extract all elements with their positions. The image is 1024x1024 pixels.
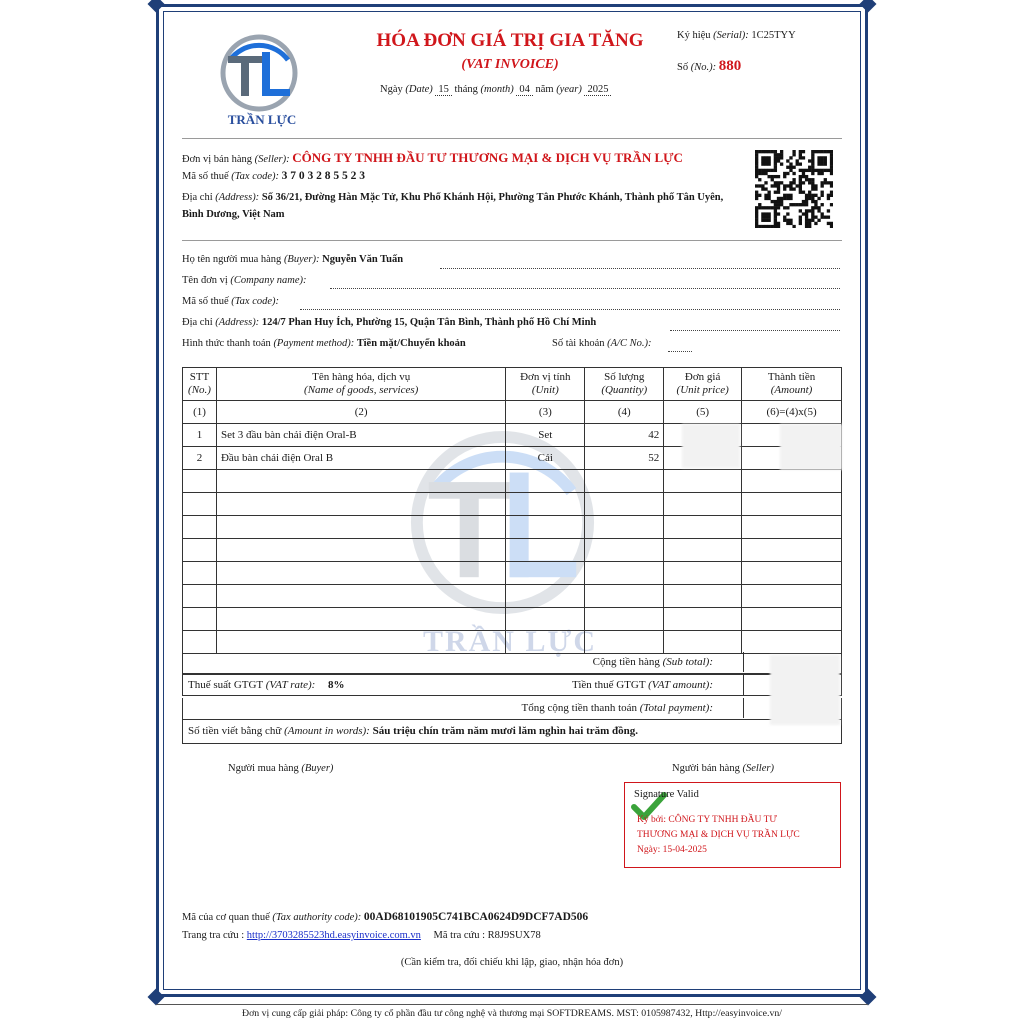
amount-in-words: Sáu triệu chín trăm năm mươi lăm nghìn hai trăm đồng. (372, 725, 639, 737)
seller-address-block (182, 189, 742, 223)
table-cell (506, 470, 585, 493)
table-row (183, 493, 842, 516)
footer-divider (156, 1004, 868, 1005)
seller-tax-code: 3 7 0 3 2 8 5 5 2 3 (281, 170, 366, 182)
number-line (677, 58, 741, 75)
amount-words-row (182, 720, 842, 744)
seller-label: Đơn vị bán hàng (182, 154, 252, 165)
table-cell (506, 562, 585, 585)
column-index: (2) (216, 401, 505, 424)
table-cell (742, 585, 842, 608)
lookup-label: Trang tra cứu : (182, 930, 245, 941)
table-cell: Set 3 đầu bàn chải điện Oral-B (216, 424, 505, 447)
logo-name: TRẦN LỰC (227, 112, 297, 127)
dotted-line (670, 330, 840, 331)
table-cell (506, 585, 585, 608)
table-cell (585, 631, 664, 654)
year-label: năm (535, 84, 554, 95)
table-cell (216, 539, 505, 562)
redacted-amount (780, 424, 842, 470)
table-cell (742, 470, 842, 493)
table-cell (216, 516, 505, 539)
buyer-address-label: Địa chỉ (182, 317, 213, 328)
account-label-en: (A/C No.): (607, 338, 652, 349)
seller-tax-label: Mã số thuế (182, 171, 229, 182)
authority-label: Mã của cơ quan thuế (182, 912, 270, 923)
column-header-vi: Đơn giá (684, 371, 721, 383)
qr-code (755, 150, 833, 228)
watermark-name: TRẦN LỰC (422, 625, 598, 658)
table-cell (664, 493, 742, 516)
serial-label-en: (Serial): (713, 30, 749, 41)
column-header (585, 368, 664, 401)
vat-rate-label: Thuế suất GTGT (188, 679, 263, 691)
table-cell (664, 585, 742, 608)
seller-sign-label: Người bán hàng (672, 763, 740, 774)
seller-address-label: Địa chỉ (182, 192, 213, 203)
total-label-en: (Total payment): (639, 702, 713, 714)
logo-icon (218, 32, 300, 114)
seller-address-line2: phố Tân Uyên, Bình Dương, Việt Nam (182, 192, 724, 220)
table-row (183, 608, 842, 631)
table-row (183, 470, 842, 493)
table-cell (216, 562, 505, 585)
column-header-vi: Thành tiền (767, 371, 816, 383)
column-header-vi: Đơn vị tính (520, 371, 571, 383)
vat-row (182, 674, 842, 696)
table-cell (585, 585, 664, 608)
table-cell (506, 493, 585, 516)
table-cell: Cái (506, 447, 585, 470)
serial-line (677, 30, 796, 41)
number-label-en: (No.): (690, 62, 717, 73)
invoice-number: 880 (718, 58, 742, 74)
table-header-row (183, 368, 842, 401)
table-cell (585, 516, 664, 539)
buyer-signature-label (228, 763, 333, 774)
buyer-label-en: (Buyer): (283, 254, 320, 265)
table-cell (183, 516, 217, 539)
authority-code: 00AD68101905C741BCA0624D9DCF7AD506 (363, 911, 589, 923)
year-label-en: (year) (556, 84, 582, 95)
authority-code-line (182, 911, 588, 923)
serial-label: Ký hiệu (677, 30, 711, 41)
table-cell (664, 631, 742, 654)
payment-method: Tiền mặt/Chuyển khoản (356, 338, 466, 349)
table-cell (216, 470, 505, 493)
table-cell (742, 516, 842, 539)
column-header-en: (Name of goods, services) (304, 384, 419, 396)
column-header-en: (Amount) (770, 384, 813, 396)
table-cell (585, 493, 664, 516)
column-header-en: (No.) (188, 384, 211, 396)
buyer-address-label-en: (Address): (215, 317, 260, 328)
dotted-line (440, 268, 840, 269)
buyer-sign-label: Người mua hàng (228, 763, 299, 774)
authority-label-en: (Tax authority code): (272, 912, 362, 923)
column-index: (3) (506, 401, 585, 424)
table-cell (183, 608, 217, 631)
buyer-sign-label-en: (Buyer) (301, 763, 334, 774)
dotted-line (668, 351, 692, 352)
table-cell (216, 631, 505, 654)
buyer-address-line (182, 317, 596, 328)
seller-sign-label-en: (Seller) (742, 763, 774, 774)
table-cell (183, 562, 217, 585)
vat-rate: 8% (328, 679, 345, 691)
lookup-line (182, 930, 541, 941)
qr-code-icon (755, 150, 833, 228)
table-cell: Set (506, 424, 585, 447)
table-cell (585, 470, 664, 493)
table-cell: 1 (183, 424, 217, 447)
serial-value: 1C25TYY (751, 30, 796, 41)
column-index: (1) (183, 401, 217, 424)
provider-info: Đơn vị cung cấp giải pháp: Công ty cổ phần đầu tư công nghệ và thương mại SOFTDREAMS. MST: 0105987432, Http://easyinvoice.vn/ (242, 1008, 782, 1019)
buyer-tax-label: Mã số thuế (182, 296, 229, 307)
table-cell (183, 631, 217, 654)
table-row (183, 424, 842, 447)
column-header (742, 368, 842, 401)
seller-tax-line (182, 170, 365, 182)
column-header-en: (Unit price) (676, 384, 729, 396)
table-row (183, 585, 842, 608)
dotted-line (300, 309, 840, 310)
verification-note: (Cần kiểm tra, đối chiếu khi lập, giao, nhận hóa đơn) (400, 957, 624, 968)
subtotal-label: Cộng tiền hàng (592, 656, 660, 668)
table-cell (183, 493, 217, 516)
total-label: Tổng cộng tiền thanh toán (521, 702, 638, 714)
column-header-vi: STT (189, 371, 210, 383)
column-header-vi: Số lượng (604, 371, 645, 383)
table-cell (664, 470, 742, 493)
table-row (183, 447, 842, 470)
date-label-en: (Date) (405, 84, 433, 95)
seller-address-line1: Số 36/21, Đường Hàn Mặc Tử, Khu Phố Khánh Hội, Phường Tân Phước Khánh, Thành (261, 192, 655, 203)
month-label: tháng (454, 84, 478, 95)
month-label-en: (month) (480, 84, 514, 95)
column-index: (5) (664, 401, 742, 424)
company-logo (218, 32, 300, 114)
column-index: (6)=(4)x(5) (742, 401, 842, 424)
table-cell (664, 516, 742, 539)
account-line (552, 338, 651, 349)
payment-label-en: (Payment method): (273, 338, 355, 349)
table-cell: 2 (183, 447, 217, 470)
table-cell (506, 539, 585, 562)
date-year: 2025 (584, 84, 611, 96)
column-header-vi: Tên hàng hóa, dịch vụ (312, 371, 411, 383)
table-cell (216, 493, 505, 516)
table-row (183, 562, 842, 585)
table-cell (216, 585, 505, 608)
divider (182, 240, 842, 241)
table-cell (183, 470, 217, 493)
dotted-line (330, 288, 840, 289)
table-index-row (183, 401, 842, 424)
seller-name: CÔNG TY TNHH ĐẦU TƯ THƯƠNG MẠI & DỊCH VỤ TRẦN LỰC (292, 150, 683, 165)
column-header-en: (Unit) (531, 384, 559, 396)
buyer-company-line (182, 275, 307, 286)
payment-label: Hình thức thanh toán (182, 338, 271, 349)
date-day: 15 (435, 84, 452, 96)
table-cell: Đầu bàn chải điện Oral B (216, 447, 505, 470)
redacted-totals (770, 655, 840, 725)
seller-signature-label (672, 763, 774, 774)
signed-by: Ký bởi: CÔNG TY TNHH ĐẦU TƯ (637, 815, 777, 825)
items-table (182, 367, 842, 654)
subtotal-label-en: (Sub total): (662, 656, 713, 668)
invoice-date (380, 84, 611, 95)
table-cell (664, 608, 742, 631)
buyer-name: Nguyễn Văn Tuấn (322, 254, 404, 265)
table-cell (585, 608, 664, 631)
account-label: Số tài khoản (552, 338, 605, 349)
table-cell (506, 516, 585, 539)
column-header-en: (Quantity) (601, 384, 648, 396)
number-label: Số (677, 62, 689, 73)
signed-by-2: THƯƠNG MẠI & DỊCH VỤ TRẦN LỰC (637, 830, 800, 840)
buyer-tax-label-en: (Tax code): (231, 296, 280, 307)
column-header (664, 368, 742, 401)
buyer-address: 124/7 Phan Huy Ích, Phường 15, Quận Tân Bình, Thành phố Hồ Chí Minh (261, 317, 597, 328)
buyer-tax-line (182, 296, 279, 307)
table-cell (216, 608, 505, 631)
seller-label-en: (Seller): (254, 154, 290, 165)
invoice-title: HÓA ĐƠN GIÁ TRỊ GIA TĂNG (376, 30, 644, 51)
table-row (183, 631, 842, 654)
company-label: Tên đơn vị (182, 275, 228, 286)
subtotal-row (182, 652, 842, 674)
table-cell (664, 562, 742, 585)
invoice-subtitle: (VAT INVOICE) (461, 57, 559, 72)
table-cell: 42 (585, 424, 664, 447)
table-cell (585, 562, 664, 585)
table-cell (664, 539, 742, 562)
table-cell (742, 631, 842, 654)
table-cell (742, 562, 842, 585)
date-label: Ngày (380, 84, 403, 95)
signature-valid-text: Signature Valid (634, 789, 699, 800)
total-row (182, 698, 842, 720)
lookup-code: R8J9SUX78 (487, 930, 541, 941)
vat-rate-label-en: (VAT rate): (265, 679, 316, 691)
column-header (216, 368, 505, 401)
table-cell: 52 (585, 447, 664, 470)
payment-line (182, 338, 466, 349)
table-cell (183, 585, 217, 608)
seller-name-line (182, 150, 683, 166)
column-index: (4) (585, 401, 664, 424)
table-cell (183, 539, 217, 562)
lookup-code-label: Mã tra cứu : (433, 930, 485, 941)
seller-address-label-en: (Address): (215, 192, 260, 203)
signed-date: Ngày: 15-04-2025 (637, 845, 707, 855)
words-label: Số tiền viết bằng chữ (188, 725, 282, 737)
digital-signature-box[interactable] (624, 782, 841, 868)
divider (182, 138, 842, 139)
seller-tax-label-en: (Tax code): (231, 171, 280, 182)
column-header (183, 368, 217, 401)
table-cell (742, 539, 842, 562)
redacted-unit-price (682, 424, 740, 468)
lookup-link[interactable]: http://3703285523hd.easyinvoice.com.vn (246, 930, 421, 941)
table-cell (585, 539, 664, 562)
table-row (183, 516, 842, 539)
table-row (183, 539, 842, 562)
vat-amount-label-en: (VAT amount): (648, 679, 713, 691)
company-label-en: (Company name): (230, 275, 307, 286)
date-month: 04 (516, 84, 533, 96)
table-cell (742, 493, 842, 516)
column-header (506, 368, 585, 401)
vat-amount-label: Tiền thuế GTGT (572, 679, 646, 691)
buyer-label: Họ tên người mua hàng (182, 254, 282, 265)
table-cell (506, 631, 585, 654)
words-label-en: (Amount in words): (284, 725, 370, 737)
buyer-name-line (182, 254, 403, 265)
table-cell (742, 608, 842, 631)
table-cell (506, 608, 585, 631)
